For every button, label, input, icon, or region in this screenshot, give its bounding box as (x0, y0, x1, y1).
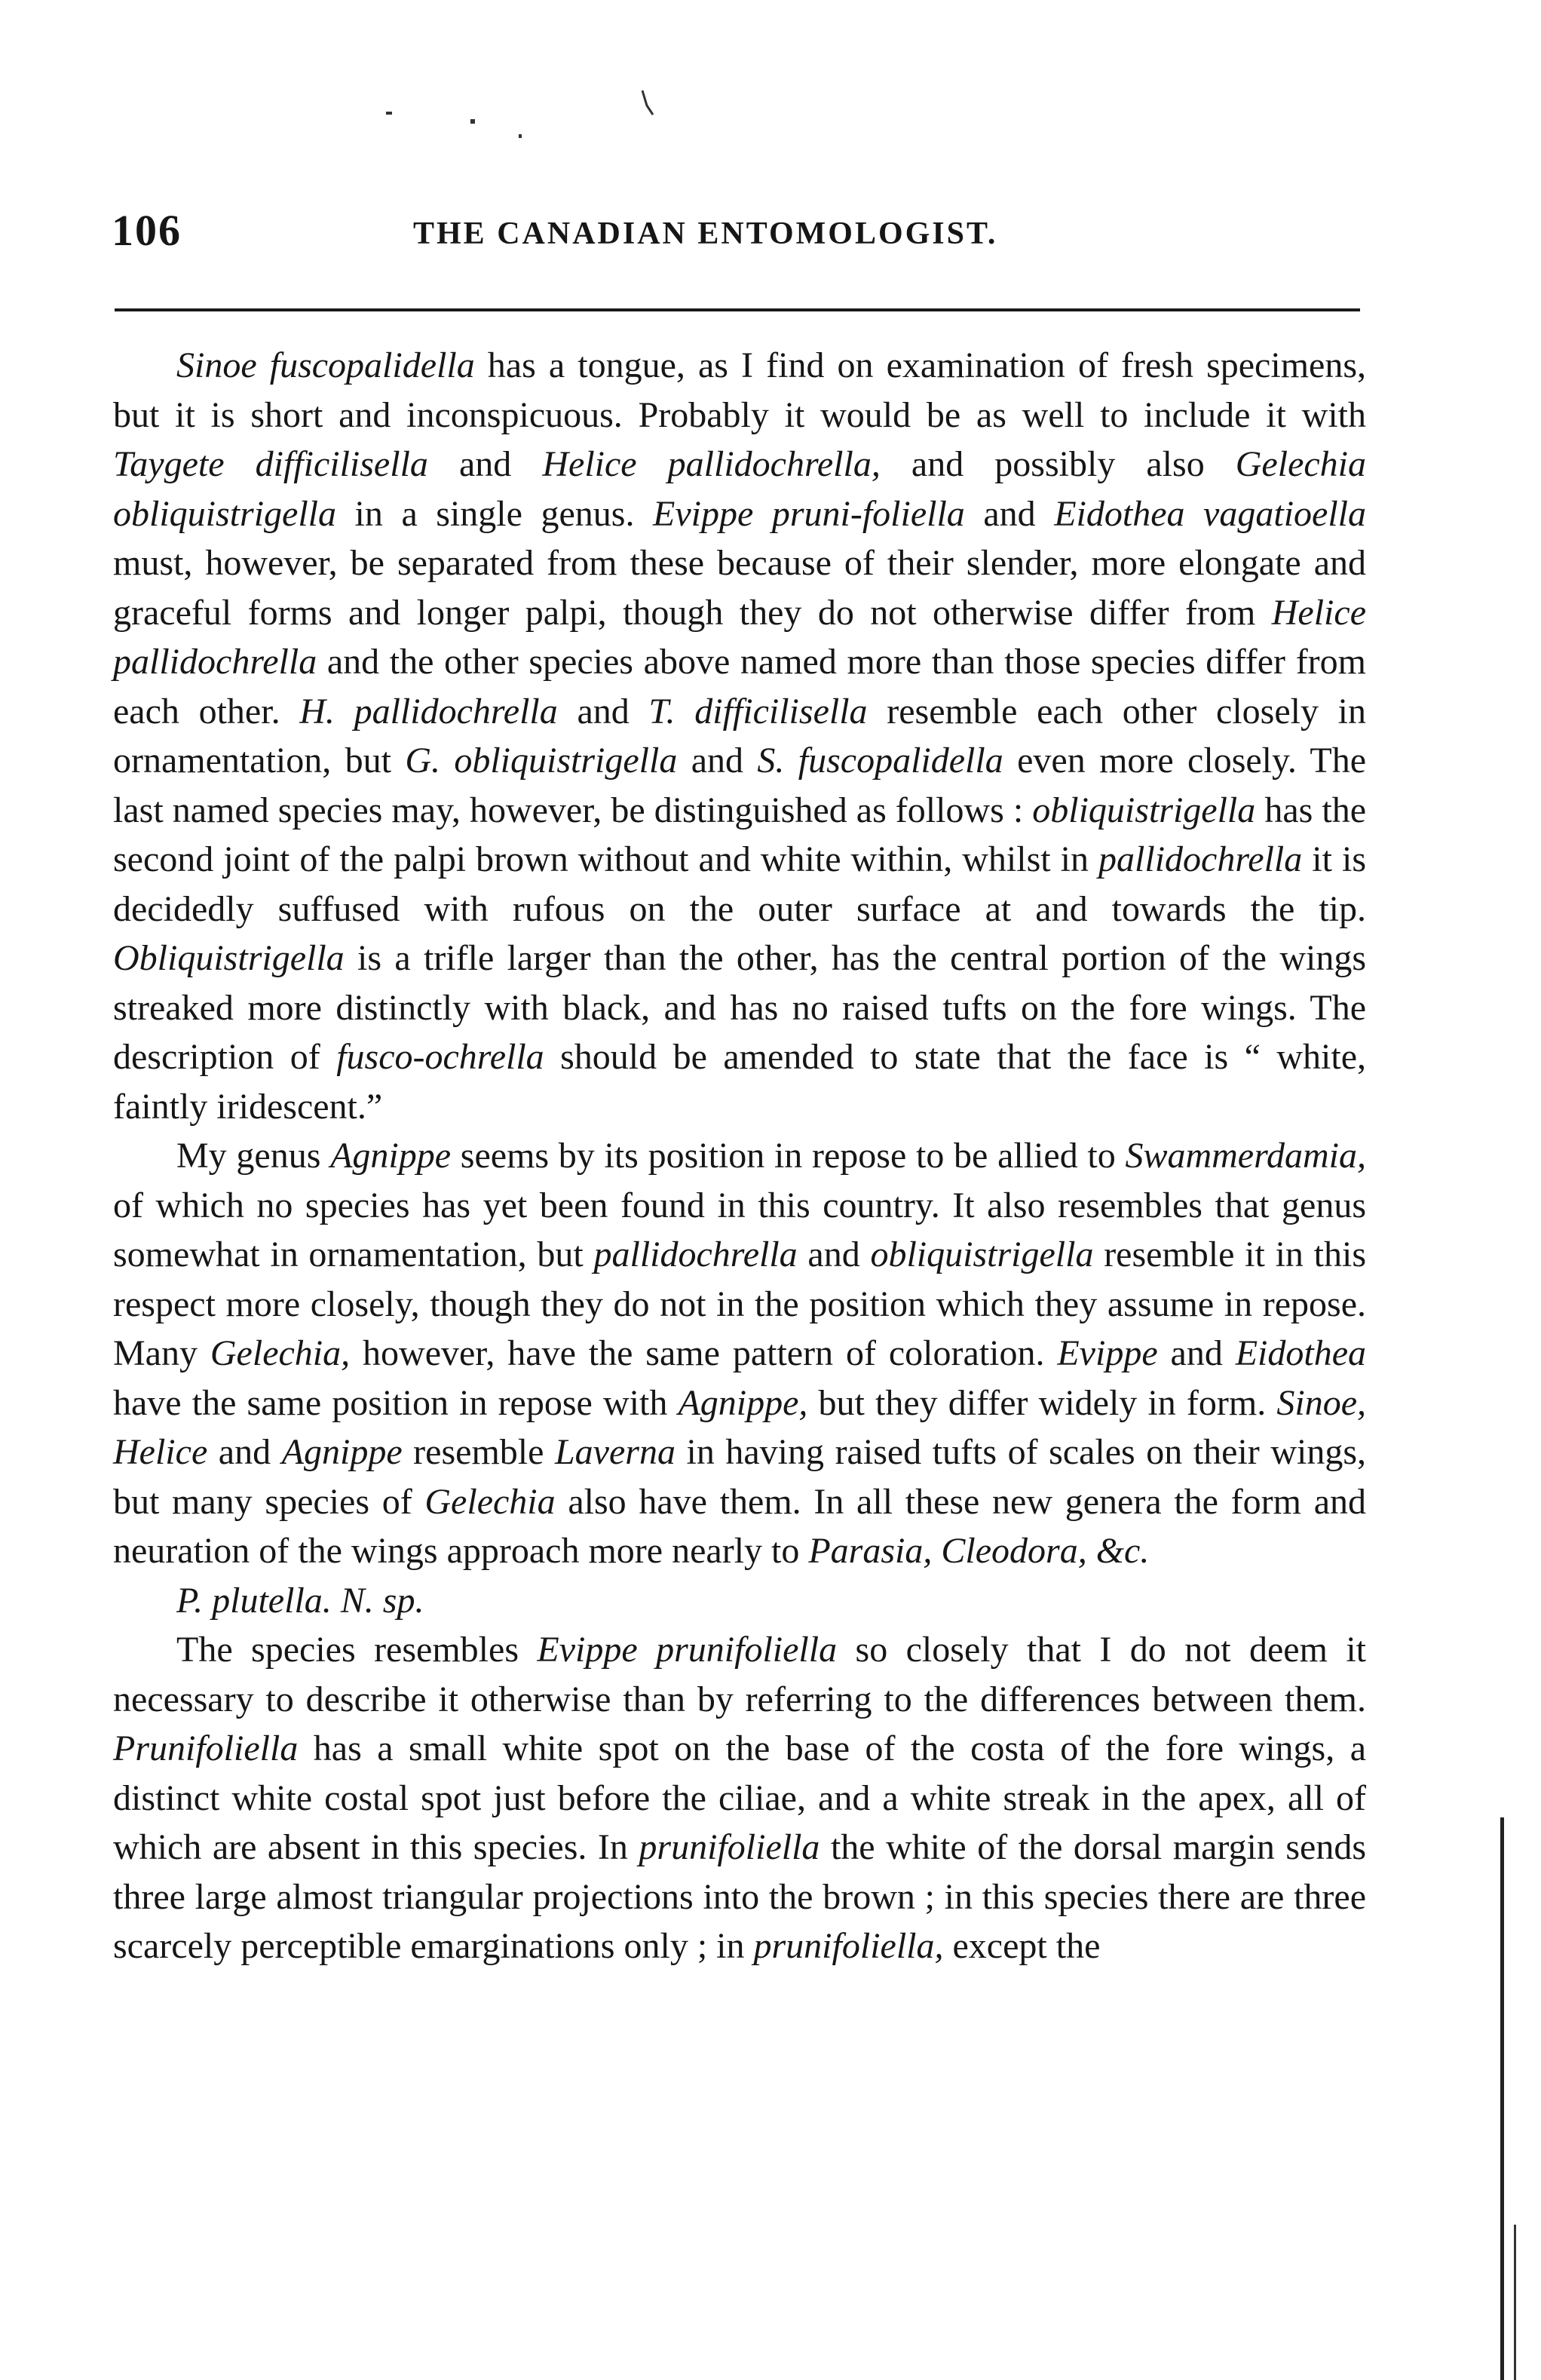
italic-taxon: S. fuscopalidella (757, 741, 1003, 781)
italic-taxon: Agnippe, (678, 1382, 808, 1423)
italic-taxon: H. pallidochrella (299, 691, 558, 731)
text-run: it is decidedly suffused with rufous on the outer surface at and towards the tip. (113, 839, 1367, 929)
text-run: and (797, 1234, 871, 1274)
paragraph-1 (113, 341, 1366, 1131)
italic-taxon: pallidochrella (1098, 839, 1303, 879)
journal-title: THE CANADIAN ENTOMOLOGIST. (413, 216, 998, 251)
text-run: seems by its position in repose to be allied to (451, 1136, 1126, 1176)
italic-taxon: Evippe prunifoliella (537, 1630, 838, 1670)
italic-taxon: Parasia, Cleodora, &c. (808, 1531, 1150, 1571)
text-run: My genus (176, 1136, 331, 1176)
text-run: The species resembles (176, 1630, 538, 1670)
italic-taxon: pallidochrella (593, 1234, 798, 1274)
text-run: should be amended to state that the face is “ white, faintly iridescent.” (113, 1037, 1367, 1127)
text-run: also have them. In all these new genera the form and neuration of the wings approach more nearly to (113, 1481, 1366, 1571)
italic-taxon: prunifoliella, (753, 1926, 944, 1966)
paragraph-3 (113, 1625, 1366, 1971)
text-run: and (677, 741, 758, 781)
paragraph-2 (113, 1131, 1366, 1576)
text-run: and (557, 691, 649, 731)
italic-taxon: Obliquistrigella (113, 938, 345, 978)
italic-taxon: obliquistrigella (1032, 790, 1256, 830)
text-run: has a tongue, as I find on examination of fresh specimens, but it is short and inconspicuous. Probably it would be as well to include it with (113, 345, 1367, 435)
text-run: and (964, 493, 1055, 534)
italic-taxon: Gelechia (424, 1481, 556, 1522)
italic-taxon: Taygete difficilisella (113, 444, 428, 484)
italic-taxon: fusco-ochrella (336, 1037, 544, 1077)
page-number: 106 (112, 206, 182, 255)
text-run: however, have the same pattern of coloration. (350, 1333, 1058, 1373)
page-edge-mark (1500, 1817, 1504, 2380)
italic-taxon: Agnippe (330, 1136, 452, 1176)
text-run: so closely that I do not deem it necessary to describe it otherwise than by referring to the differences between them. (113, 1630, 1366, 1719)
italic-taxon: Eidothea (1235, 1333, 1367, 1373)
text-run: in a single genus. (336, 493, 654, 534)
italic-taxon: Gelechia, (210, 1333, 351, 1373)
text-run: resemble each other closely in ornamentation, but (113, 691, 1366, 781)
italic-taxon: Laverna (554, 1432, 676, 1472)
header-rule (115, 308, 1360, 311)
text-run: in having raised tufts of scales on their wings, but many species of (113, 1432, 1367, 1522)
italic-taxon: Helice pallidochrella (113, 592, 1366, 682)
article-body (113, 341, 1366, 1971)
italic-taxon: Evippe pruni-foliella (653, 493, 965, 534)
text-run: and possibly also (880, 444, 1236, 484)
text-run: has a small white spot on the base of the costa of the fore wings, a distinct white costal spot just before the ciliae, and a white streak in the apex, all of which are absent in this species. In (113, 1728, 1366, 1867)
text-run: the white of the dorsal margin sends three large almost triangular projections into the brown ; in this species there are three scarcely perceptible emarginations only ; in (113, 1827, 1366, 1966)
italic-taxon: Sinoe, Helice (113, 1382, 1366, 1472)
page-edge-mark-2 (1514, 2225, 1516, 2380)
italic-taxon: Sinoe fuscopalidella (176, 345, 475, 385)
italic-taxon: obliquistrigella (870, 1234, 1094, 1274)
italic-taxon: T. difficilisella (648, 691, 868, 731)
text-run: and (427, 444, 543, 484)
italic-taxon: Helice pallidochrella, (542, 444, 881, 484)
italic-taxon: G. obliquistrigella (405, 741, 678, 781)
italic-taxon: Swammerdamia, (1125, 1136, 1366, 1176)
italic-taxon: Eidothea vagatioella (1054, 493, 1367, 534)
text-run: and (207, 1432, 282, 1472)
text-run: of which no species has yet been found in this country. It also resembles that genus somewhat in ornamentation, but (113, 1185, 1366, 1274)
text-run: but they differ widely in form. (807, 1382, 1277, 1423)
italic-taxon: Agnippe (281, 1432, 403, 1472)
species-heading: P. plutella. N. sp. (176, 1580, 424, 1621)
text-run: has the second joint of the palpi brown without and white within, whilst in (113, 790, 1366, 879)
italic-taxon: Gelechia obliquistrigella (113, 444, 1367, 534)
text-run: even more closely. The last named species may, however, be distinguished as follows : (113, 741, 1367, 830)
text-run: resemble it in this respect more closely, though they do not in the position which they assume in repose. Many (113, 1234, 1367, 1373)
italic-taxon: Evippe (1057, 1333, 1158, 1373)
running-header (112, 205, 1368, 265)
text-run: must, however, be separated from these because of their slender, more elongate and graceful forms and longer palpi, though they do not otherwise differ from (113, 543, 1366, 633)
text-run: and (1157, 1333, 1236, 1373)
text-run: resemble (402, 1432, 555, 1472)
italic-taxon: prunifoliella (639, 1827, 820, 1867)
text-run: except the (943, 1926, 1101, 1966)
text-run: is a trifle larger than the other, has the central portion of the wings streaked more distinctly with black, and has no raised tufts on the fore wings. The description of (113, 938, 1366, 1077)
text-run: and the other species above named more than those species differ from each other. (113, 642, 1366, 731)
text-run: have the same position in repose with (113, 1382, 679, 1423)
italic-taxon: Prunifoliella (113, 1728, 299, 1768)
